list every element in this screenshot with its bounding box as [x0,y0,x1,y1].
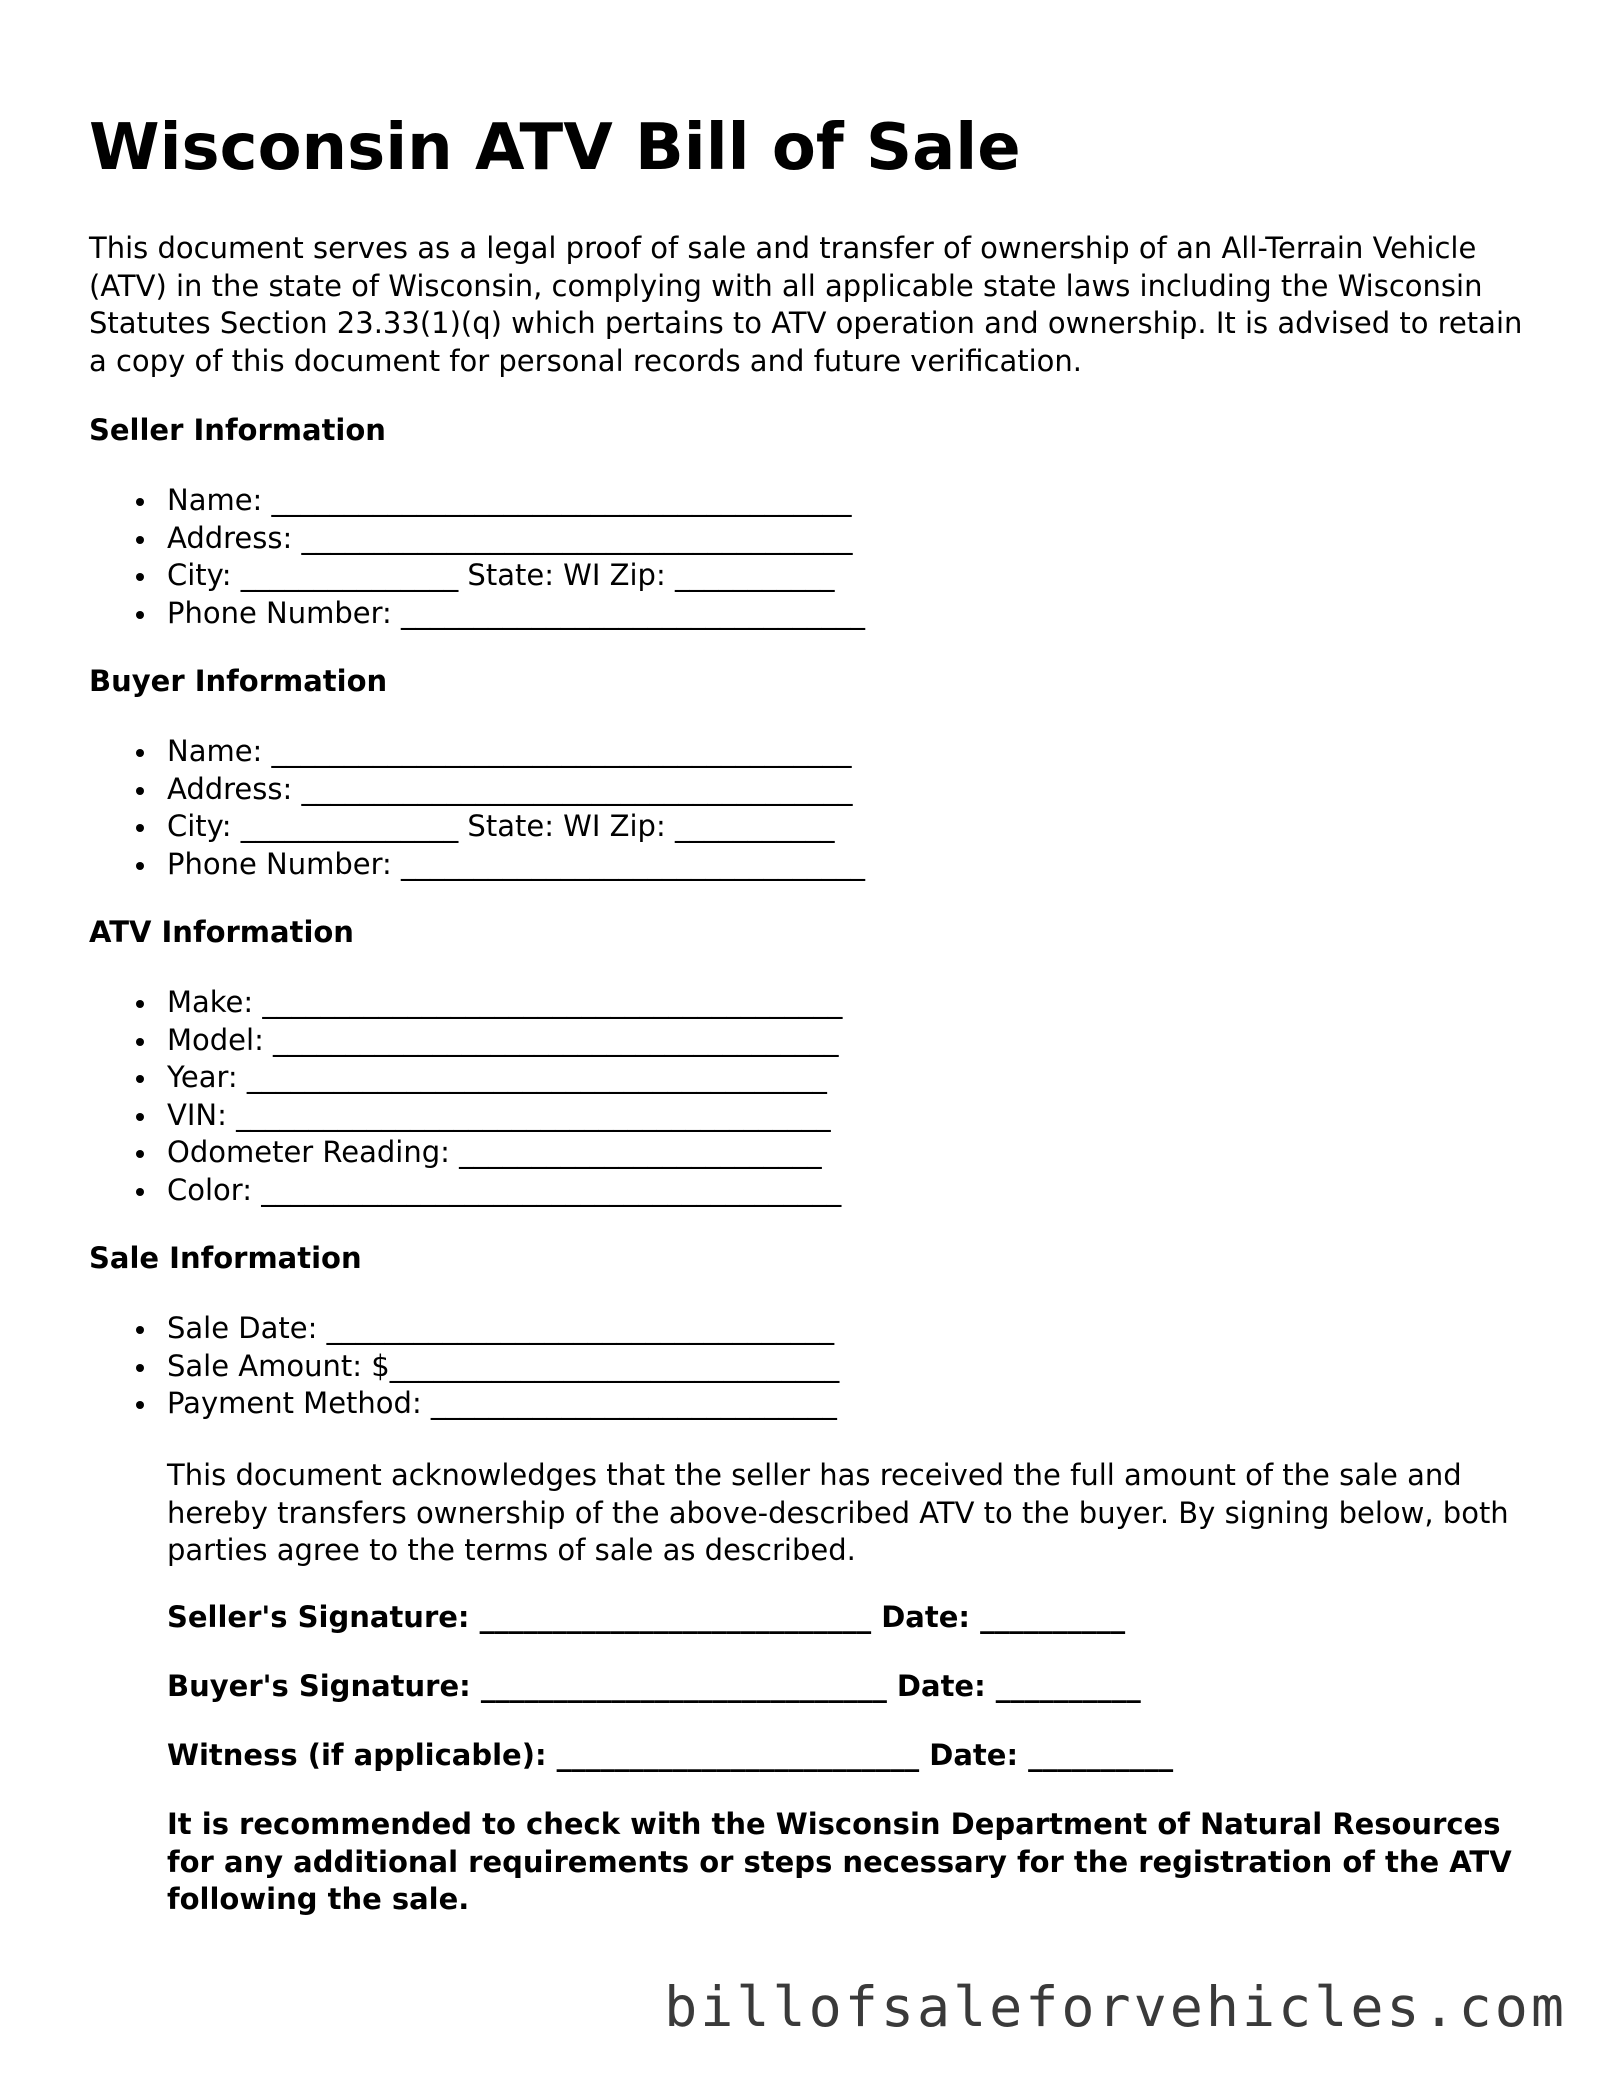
atv-year-field: Year: ________________________________________ [167,1059,842,1097]
seller-phone-field: Phone Number: ________________________________ [167,595,865,633]
payment-method-field: Payment Method: ____________________________ [167,1385,839,1423]
atv-odometer-field: Odometer Reading: _________________________ [167,1134,842,1172]
page-title: Wisconsin ATV Bill of Sale [89,111,1021,185]
atv-color-field: Color: ________________________________________ [167,1172,842,1210]
acknowledgement-paragraph: This document acknowledges that the seller has received the full amount of the sale and hereby transfers ownership of the above-described ATV to the buyer. By signing below, both parties agree to the terms of sale as described. [167,1458,1509,1567]
sale-amount-field: Sale Amount: $_______________________________ [167,1348,839,1386]
atv-field-list [89,984,842,1209]
seller-address-field: Address: ______________________________________ [167,520,865,558]
buyer-name-field: Name: ________________________________________ [167,733,865,771]
atv-model-field: Model: _______________________________________ [167,1022,842,1060]
buyer-address-field: Address: ______________________________________ [167,771,865,809]
seller-field-list [89,482,865,632]
buyer-section-heading: Buyer Information [89,664,388,698]
seller-city-state-zip-field: City: _______________ State: WI Zip: ___________ [167,557,865,595]
buyer-city-state-zip-field: City: _______________ State: WI Zip: ___________ [167,808,865,846]
intro-paragraph: This document serves as a legal proof of sale and transfer of ownership of an All-Terrain Vehicle (ATV) in the state of Wisconsin, complying with all applicable state laws including the Wisconsin Statutes Section 23.33(1)(q) which pertains to ATV operation and ownership. It is advised to retain a copy of this document for personal records and future verification. [89,231,1523,378]
seller-signature-line: Seller's Signature: ___________________________ Date: __________ [167,1600,1126,1634]
buyer-phone-field: Phone Number: ________________________________ [167,846,865,884]
dnr-recommendation-note: It is recommended to check with the Wisconsin Department of Natural Resources for any additional requirements or steps necessary for the registration of the ATV following the sale. [167,1807,1512,1916]
sale-field-list [89,1310,839,1423]
watermark: billofsaleforvehicles.com [664,1975,1567,2039]
atv-make-field: Make: ________________________________________ [167,984,842,1022]
atv-section-heading: ATV Information [89,915,354,949]
sale-section-heading: Sale Information [89,1241,362,1275]
buyer-signature-line: Buyer's Signature: ____________________________ Date: __________ [167,1669,1141,1703]
buyer-field-list [89,733,865,883]
seller-name-field: Name: ________________________________________ [167,482,865,520]
sale-date-field: Sale Date: ___________________________________ [167,1310,839,1348]
atv-vin-field: VIN: _________________________________________ [167,1097,842,1135]
seller-section-heading: Seller Information [89,413,386,447]
witness-signature-line: Witness (if applicable): _________________________ Date: __________ [167,1738,1174,1772]
